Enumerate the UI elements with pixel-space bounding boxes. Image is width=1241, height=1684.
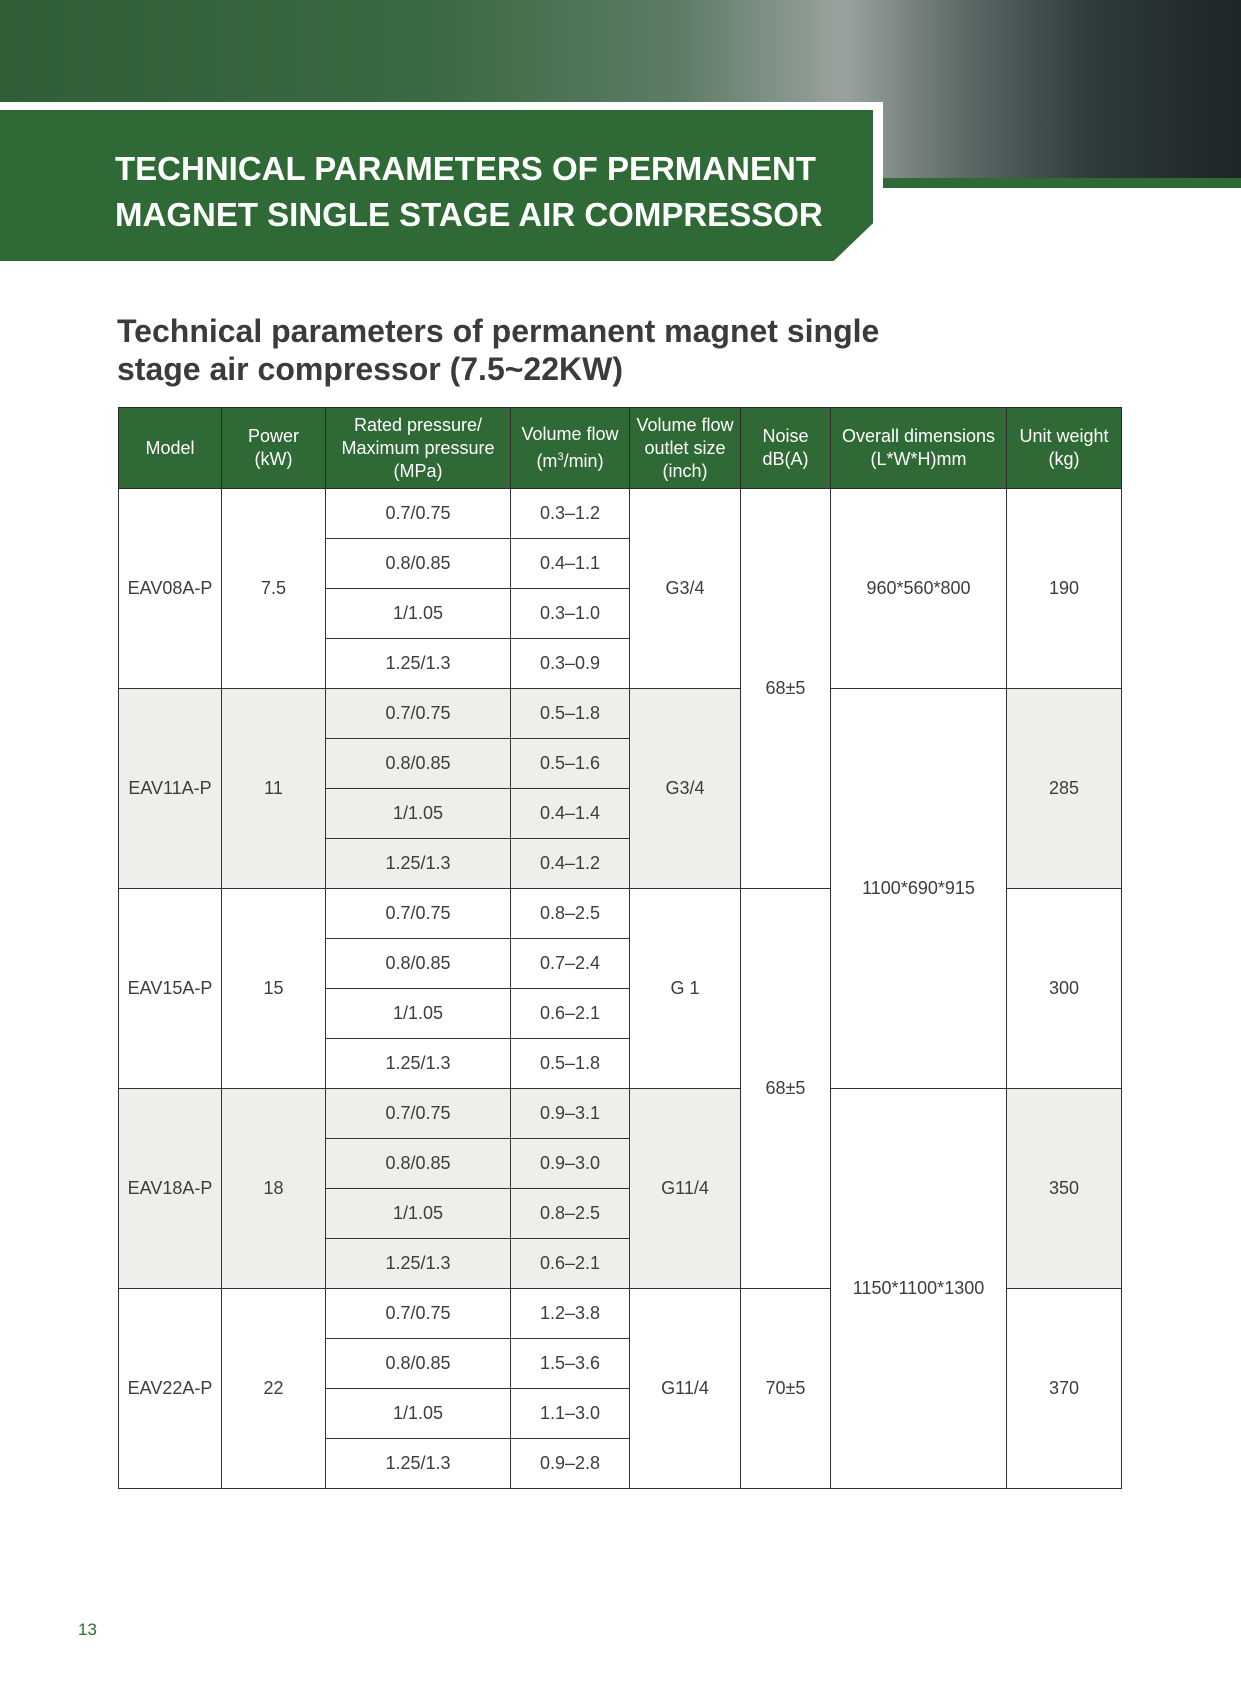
flow-cell: 0.6–2.1 <box>511 989 630 1039</box>
outlet-cell: G3/4 <box>630 689 741 889</box>
flow-cell: 1.2–3.8 <box>511 1289 630 1339</box>
pressure-cell: 0.7/0.75 <box>326 1289 511 1339</box>
power-cell: 18 <box>222 1089 326 1289</box>
pressure-cell: 0.8/0.85 <box>326 739 511 789</box>
model-cell: EAV15A-P <box>119 889 222 1089</box>
flow-cell: 0.5–1.6 <box>511 739 630 789</box>
page-number: 13 <box>78 1620 97 1639</box>
pressure-cell: 0.8/0.85 <box>326 1339 511 1389</box>
table-row <box>119 689 1122 739</box>
header-volume-flow: Volume flow $(m^3/\min)$ <box>511 408 630 489</box>
model-cell: EAV18A-P <box>119 1089 222 1289</box>
power-cell: 15 <box>222 889 326 1089</box>
header-pressure: Rated pressure/ Maximum pressure (MPa) <box>326 408 511 489</box>
flow-cell: 0.7–2.4 <box>511 939 630 989</box>
flow-cell: 0.4–1.2 <box>511 839 630 889</box>
flow-cell: 0.5–1.8 <box>511 689 630 739</box>
header-outlet-size: Volume flow outlet size (inch) <box>630 408 741 489</box>
power-cell: 22 <box>222 1289 326 1489</box>
outlet-cell: G11/4 <box>630 1289 741 1489</box>
pressure-cell: 1/1.05 <box>326 1389 511 1439</box>
flow-cell: 0.8–2.5 <box>511 1189 630 1239</box>
pressure-cell: 0.8/0.85 <box>326 1139 511 1189</box>
flow-cell: 0.3–0.9 <box>511 639 630 689</box>
outlet-cell: G11/4 <box>630 1089 741 1289</box>
header-dimensions: Overall dimensions (L*W*H)mm <box>831 408 1007 489</box>
noise-cell: 68±5 <box>741 889 831 1289</box>
flow-cell: 0.5–1.8 <box>511 1039 630 1089</box>
flow-cell: 0.4–1.1 <box>511 539 630 589</box>
dimensions-cell: 1100*690*915 <box>831 689 1007 1089</box>
header-row <box>119 408 1122 489</box>
flow-cell: 0.6–2.1 <box>511 1239 630 1289</box>
pressure-cell: 1/1.05 <box>326 589 511 639</box>
pressure-cell: 1.25/1.3 <box>326 839 511 889</box>
dimensions-cell: 1150*1100*1300 <box>831 1089 1007 1489</box>
pressure-cell: 0.7/0.75 <box>326 889 511 939</box>
model-cell: EAV22A-P <box>119 1289 222 1489</box>
outlet-cell: G 1 <box>630 889 741 1089</box>
pressure-cell: 1.25/1.3 <box>326 1039 511 1089</box>
pressure-cell: 1/1.05 <box>326 1189 511 1239</box>
flow-cell: 0.4–1.4 <box>511 789 630 839</box>
pressure-cell: 0.7/0.75 <box>326 1089 511 1139</box>
pressure-cell: 0.7/0.75 <box>326 689 511 739</box>
dimensions-cell: 960*560*800 <box>831 489 1007 689</box>
flow-cell: 0.9–3.0 <box>511 1139 630 1189</box>
weight-cell: 350 <box>1007 1089 1122 1289</box>
flow-cell: 1.5–3.6 <box>511 1339 630 1389</box>
flow-cell: 0.3–1.2 <box>511 489 630 539</box>
table-row <box>119 489 1122 539</box>
noise-cell: 70±5 <box>741 1289 831 1489</box>
power-cell: 11 <box>222 689 326 889</box>
pressure-cell: 1/1.05 <box>326 789 511 839</box>
page-title-line-2: MAGNET SINGLE STAGE AIR COMPRESSOR <box>115 196 823 233</box>
pressure-cell: 1/1.05 <box>326 989 511 1039</box>
pressure-cell: 1.25/1.3 <box>326 639 511 689</box>
compressor-photo-highlight <box>900 0 1241 178</box>
outlet-cell: G3/4 <box>630 489 741 689</box>
weight-cell: 300 <box>1007 889 1122 1089</box>
header-model: Model <box>119 408 222 489</box>
header-weight: Unit weight (kg) <box>1007 408 1122 489</box>
pressure-cell: 0.8/0.85 <box>326 539 511 589</box>
weight-cell: 190 <box>1007 489 1122 689</box>
table-row <box>119 1089 1122 1139</box>
model-cell: EAV08A-P <box>119 489 222 689</box>
pressure-cell: 0.8/0.85 <box>326 939 511 989</box>
weight-cell: 285 <box>1007 689 1122 889</box>
flow-cell: 0.3–1.0 <box>511 589 630 639</box>
section-title-line-1: Technical parameters of permanent magnet single <box>117 313 880 349</box>
page-title <box>115 146 875 238</box>
header-power: Power (kW) <box>222 408 326 489</box>
flow-cell: 1.1–3.0 <box>511 1389 630 1439</box>
pressure-cell: 1.25/1.3 <box>326 1439 511 1489</box>
section-title-line-2: stage air compressor (7.5~22KW) <box>117 351 623 387</box>
power-cell: 7.5 <box>222 489 326 689</box>
pressure-cell: 1.25/1.3 <box>326 1239 511 1289</box>
header-noise: Noise dB(A) <box>741 408 831 489</box>
model-cell: EAV11A-P <box>119 689 222 889</box>
spec-table <box>118 407 1122 1489</box>
pressure-cell: 0.7/0.75 <box>326 489 511 539</box>
flow-cell: 0.9–3.1 <box>511 1089 630 1139</box>
flow-cell: 0.8–2.5 <box>511 889 630 939</box>
noise-cell: 68±5 <box>741 489 831 889</box>
flow-cell: 0.9–2.8 <box>511 1439 630 1489</box>
weight-cell: 370 <box>1007 1289 1122 1489</box>
section-title <box>117 312 917 388</box>
page-title-line-1: TECHNICAL PARAMETERS OF PERMANENT <box>115 150 816 187</box>
